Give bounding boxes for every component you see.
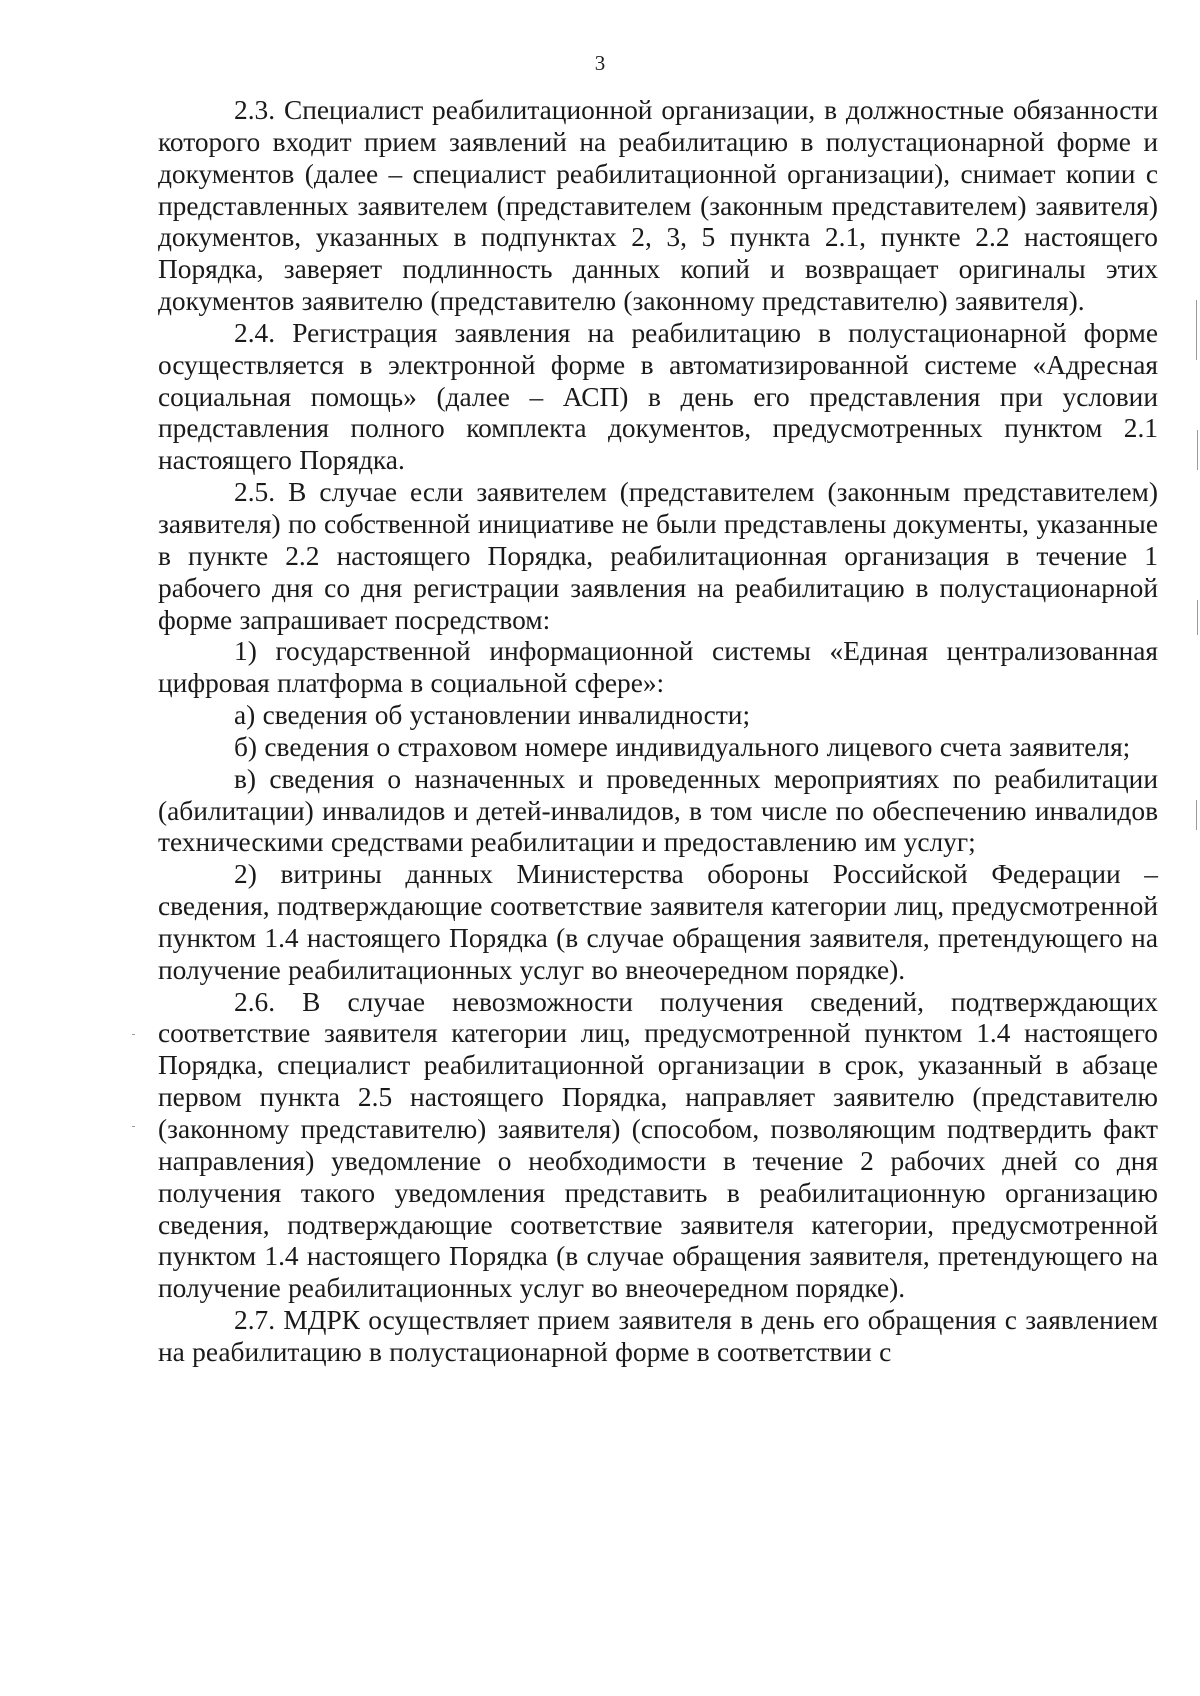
paragraph-2-7: 2.7. МДРК осуществляет прием заявителя в день его обращения с заявлением на реабилитацию в полустационарной форме в соответствии с: [158, 1305, 1158, 1367]
list-item-a: а) сведения об установлении инвалидности;: [234, 700, 751, 731]
paragraph-2-4: 2.4. Регистрация заявления на реабилитацию в полустационарной форме осуществляется в электронной форме в автоматизированной системе «Адресная социальная помощь» (далее – АСП) в день его представления при условии представления полного комплекта документов, предусмотренных пунктом 2.1 настоящего Порядка.: [158, 317, 1158, 476]
list-item-v: в) сведения о назначенных и проведенных мероприятиях по реабилитации (абилитации) инвалидов и детей-инвалидов, в том числе по обеспечению инвалидов техническими средствами реабилитации и предоставлению им услуг;: [158, 763, 1158, 858]
scan-edge-mark: [1196, 800, 1197, 830]
paragraph-2-3: 2.3. Специалист реабилитационной организации, в должностные обязанности которого входит прием заявлений на реабилитацию в полустационарной форме и документов (далее – специалист реабилитационной организации), снимает копии с представленных заявителем (представителем (законным представителем) заявителя) документов, указанных в подпунктах 2, 3, 5 пункта 2.1, пункте 2.2 настоящего Порядка, заверяет подлинность данных копий и возвращает оригиналы этих документов заявителю (представителю (законному представителю) заявителя).: [158, 95, 1158, 317]
paragraph-2-5: 2.5. В случае если заявителем (представителем (законным представителем) заявителя) по собственной инициативе не были представлены документы, указанные в пункте 2.2 настоящего Порядка, реабилитационная организация в течение 1 рабочего дня со дня регистрации заявления на реабилитацию в полустационарной форме запрашивает посредством:: [158, 477, 1158, 635]
scan-edge-mark: [1197, 600, 1198, 635]
list-item-1: 1) государственной информационной системы «Единая централизованная цифровая платформа в социальной сфере»:: [158, 636, 1158, 699]
scan-edge-mark: [132, 1034, 135, 1035]
scan-edge-mark: [1196, 300, 1197, 360]
document-body: [158, 95, 1158, 1369]
list-item-b: б) сведения о страховом номере индивидуального лицевого счета заявителя;: [234, 731, 1131, 762]
paragraph-2-6: 2.6. В случае невозможности получения сведений, подтверждающих соответствие заявителя категории лиц, предусмотренной пунктом 1.4 настоящего Порядка, специалист реабилитационной организации в срок, указанный в абзаце первом пункта 2.5 настоящего Порядка, направляет заявителю (представителю (законному представителю) заявителя) (способом, позволяющим подтвердить факт направления) уведомление о необходимости в течение 2 рабочих дней со дня получения такого уведомления представить в реабилитационную организацию сведения, подтверждающие соответствие заявителя категории, предусмотренной пунктом 1.4 настоящего Порядка (в случае обращения заявителя, претендующего на получение реабилитационных услуг во внеочередном порядке).: [158, 986, 1158, 1304]
scan-edge-mark: [132, 1126, 135, 1127]
page-number: 3: [594, 51, 606, 75]
scan-edge-mark: [1197, 430, 1198, 470]
list-item-2: 2) витрины данных Министерства обороны Российской Федерации – сведения, подтверждающие соответствие заявителя категории лиц, предусмотренной пунктом 1.4 настоящего Порядка (в случае обращения заявителя, претендующего на получение реабилитационных услуг во внеочередном порядке).: [158, 859, 1158, 985]
